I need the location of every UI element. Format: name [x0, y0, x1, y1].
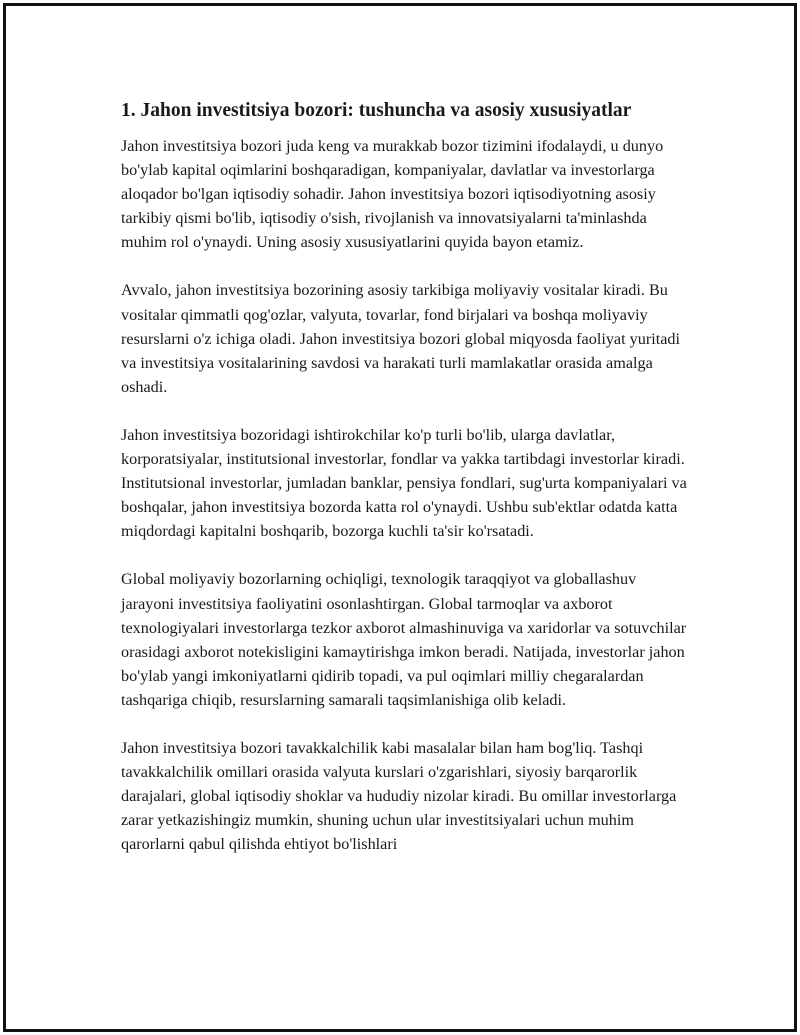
paragraph-intro: Jahon investitsiya bozori juda keng va murakkab bozor tizimini ifodalaydi, u dunyo bo'ylab kapital oqimlarini boshqaradigan, kompaniyalar, davlatlar va investorlarga aloqador bo'lgan iqtisodiy sohadir. Jahon investitsiya bozori iqtisodiyotning asosiy tarkibiy qismi bo'lib, iqtisodiy o'sish, rivojlanish va innovatsiyalarni ta'minlashda muhim rol o'ynaydi. Uning asosiy xususiyatlarini quyida bayon etamiz.: [121, 137, 664, 252]
page-frame: [3, 3, 797, 1032]
paragraph-participants: Jahon investitsiya bozoridagi ishtirokchilar ko'p turli bo'lib, ularga davlatlar, korporatsiyalar, institutsional investorlar, fondlar va yakka tartibdagi investorlar kiradi. Institutsional investorlar, jumladan banklar, pensiya fondlari, sug'urta kompaniyalari va boshqalar, jahon investitsiya bozorda katta rol o'ynaydi. Ushbu sub'ektlar odatda katta miqdordagi kapitalni boshqarib, bozorga kuchli ta'sir ko'rsatadi.: [121, 425, 687, 541]
paragraph-risks: Jahon investitsiya bozori tavakkalchilik kabi masalalar bilan ham bog'liq. Tashqi tavakkalchilik omillari orasida valyuta kurslari o'zgarishlari, siyosiy barqarorlik darajalari, global iqtisodiy shoklar va hududiy nizolar kiradi. Bu omillar investorlarga zarar yetkazishingiz mumkin, shuning uchun ular investitsiyalari uchun muhim qarorlarni qabul qilishda ehtiyot bo'lishlari: [121, 738, 677, 854]
paragraph-globalization: Global moliyaviy bozorlarning ochiqligi, texnologik taraqqiyot va globallashuv jarayoni investitsiya faoliyatini osonlashtirgan. Global tarmoqlar va axborot texnologiyalari investorlarga tezkor axborot almashinuviga va xaridorlar va sotuvchilar orasidagi axborot notekisligini kamaytirishga imkon beradi. Natijada, investorlar jahon bo'ylab yangi imkoniyatlarni qidirib topadi, va pul oqimlari milliy chegaralardan tashqariga chiqib, resurslarning samarali taqsimlanishiga olib keladi.: [121, 570, 687, 709]
page-title: 1. Jahon investitsiya bozori: tushuncha va asosiy xususiyatlar: [121, 100, 632, 121]
document-body: [121, 98, 691, 880]
paragraph-financial-instruments: Avvalo, jahon investitsiya bozorining asosiy tarkibiga moliyaviy vositalar kiradi. Bu vositalar qimmatli qog'ozlar, valyuta, tovarlar, fond birjalari va boshqa moliyaviy resurslarni o'z ichiga oladi. Jahon investitsiya bozori global miqyosda faoliyat yuritadi va investitsiya vositalarining savdosi va harakati turli mamlakatlar orasida amalga oshadi.: [121, 281, 681, 396]
